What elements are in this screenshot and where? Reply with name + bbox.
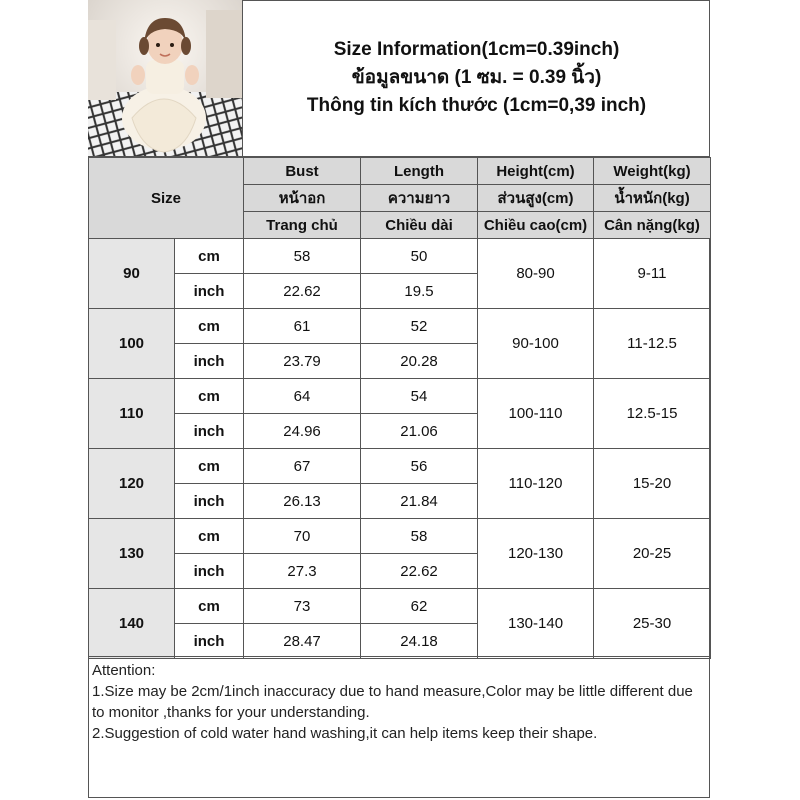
height-value: 120-130 xyxy=(478,519,594,589)
unit-cm: cm xyxy=(175,309,244,344)
unit-inch: inch xyxy=(175,554,244,589)
length-inch-value: 19.5 xyxy=(361,274,478,309)
weight-value: 12.5-15 xyxy=(594,379,711,449)
weight-value: 20-25 xyxy=(594,519,711,589)
weight-value: 25-30 xyxy=(594,589,711,659)
length-cm-value: 54 xyxy=(361,379,478,414)
height-header-thai: ส่วนสูง(cm) xyxy=(478,185,594,212)
unit-cm: cm xyxy=(175,379,244,414)
length-header: Length xyxy=(361,158,478,185)
size-label: 90 xyxy=(89,239,175,309)
weight-header: Weight(kg) xyxy=(594,158,711,185)
unit-inch: inch xyxy=(175,484,244,519)
weight-value: 15-20 xyxy=(594,449,711,519)
height-header: Height(cm) xyxy=(478,158,594,185)
length-inch-value: 21.84 xyxy=(361,484,478,519)
height-header-vietnamese: Chiều cao(cm) xyxy=(478,212,594,239)
size-label: 120 xyxy=(89,449,175,519)
size-label: 140 xyxy=(89,589,175,659)
weight-header-thai: น้ำหนัก(kg) xyxy=(594,185,711,212)
unit-inch: inch xyxy=(175,414,244,449)
bust-cm-value: 61 xyxy=(244,309,361,344)
size-label: 110 xyxy=(89,379,175,449)
attention-notes xyxy=(88,656,710,798)
attention-note-1: 1.Size may be 2cm/1inch inaccuracy due to hand measure,Color may be little different due to monitor ,thanks for your understanding. xyxy=(92,683,698,721)
length-cm-value: 56 xyxy=(361,449,478,484)
unit-cm: cm xyxy=(175,519,244,554)
length-cm-value: 62 xyxy=(361,589,478,624)
header-line-english: Size Information(1cm=0.39inch) xyxy=(333,39,620,60)
length-inch-value: 20.28 xyxy=(361,344,478,379)
length-inch-value: 21.06 xyxy=(361,414,478,449)
height-value: 130-140 xyxy=(478,589,594,659)
height-value: 80-90 xyxy=(478,239,594,309)
bust-cm-value: 64 xyxy=(244,379,361,414)
length-header-thai: ความยาว xyxy=(361,185,478,212)
table-row xyxy=(89,379,711,414)
height-value: 110-120 xyxy=(478,449,594,519)
bust-cm-value: 70 xyxy=(244,519,361,554)
height-value: 90-100 xyxy=(478,309,594,379)
unit-inch: inch xyxy=(175,274,244,309)
length-cm-value: 50 xyxy=(361,239,478,274)
header-line-vietnamese: Thông tin kích thước (1cm=0,39 inch) xyxy=(306,95,647,116)
unit-cm: cm xyxy=(175,239,244,274)
length-header-vietnamese: Chiều dài xyxy=(361,212,478,239)
weight-value: 11-12.5 xyxy=(594,309,711,379)
size-column-title: Size xyxy=(89,158,244,239)
header-line-thai: ข้อมูลขนาด (1 ซม. = 0.39 นิ้ว) xyxy=(351,67,602,88)
bust-header-vietnamese: Trang chủ xyxy=(244,212,361,239)
header-row-english xyxy=(89,158,711,185)
unit-cm: cm xyxy=(175,589,244,624)
bust-inch-value: 27.3 xyxy=(244,554,361,589)
bust-cm-value: 73 xyxy=(244,589,361,624)
table-row xyxy=(89,309,711,344)
bust-inch-value: 28.47 xyxy=(244,624,361,659)
bust-header: Bust xyxy=(244,158,361,185)
product-photo xyxy=(88,0,243,157)
bust-header-thai: หน้าอก xyxy=(244,185,361,212)
unit-inch: inch xyxy=(175,344,244,379)
child-in-dress-photo-icon xyxy=(88,0,243,157)
bust-cm-value: 67 xyxy=(244,449,361,484)
size-label: 130 xyxy=(89,519,175,589)
length-cm-value: 58 xyxy=(361,519,478,554)
weight-header-vietnamese: Cân nặng(kg) xyxy=(594,212,711,239)
length-inch-value: 24.18 xyxy=(361,624,478,659)
table-row xyxy=(89,239,711,274)
bust-inch-value: 23.79 xyxy=(244,344,361,379)
attention-note-2: 2.Suggestion of cold water hand washing,it can help items keep their shape. xyxy=(92,725,598,742)
bust-cm-value: 58 xyxy=(244,239,361,274)
height-value: 100-110 xyxy=(478,379,594,449)
unit-cm: cm xyxy=(175,449,244,484)
weight-value: 9-11 xyxy=(594,239,711,309)
size-table xyxy=(88,157,711,659)
unit-inch: inch xyxy=(175,624,244,659)
bust-inch-value: 26.13 xyxy=(244,484,361,519)
bust-inch-value: 22.62 xyxy=(244,274,361,309)
size-information-header xyxy=(243,0,710,157)
table-row xyxy=(89,519,711,554)
table-row xyxy=(89,589,711,624)
size-label: 100 xyxy=(89,309,175,379)
bust-inch-value: 24.96 xyxy=(244,414,361,449)
attention-title: Attention: xyxy=(92,662,156,679)
length-inch-value: 22.62 xyxy=(361,554,478,589)
table-row xyxy=(89,449,711,484)
length-cm-value: 52 xyxy=(361,309,478,344)
